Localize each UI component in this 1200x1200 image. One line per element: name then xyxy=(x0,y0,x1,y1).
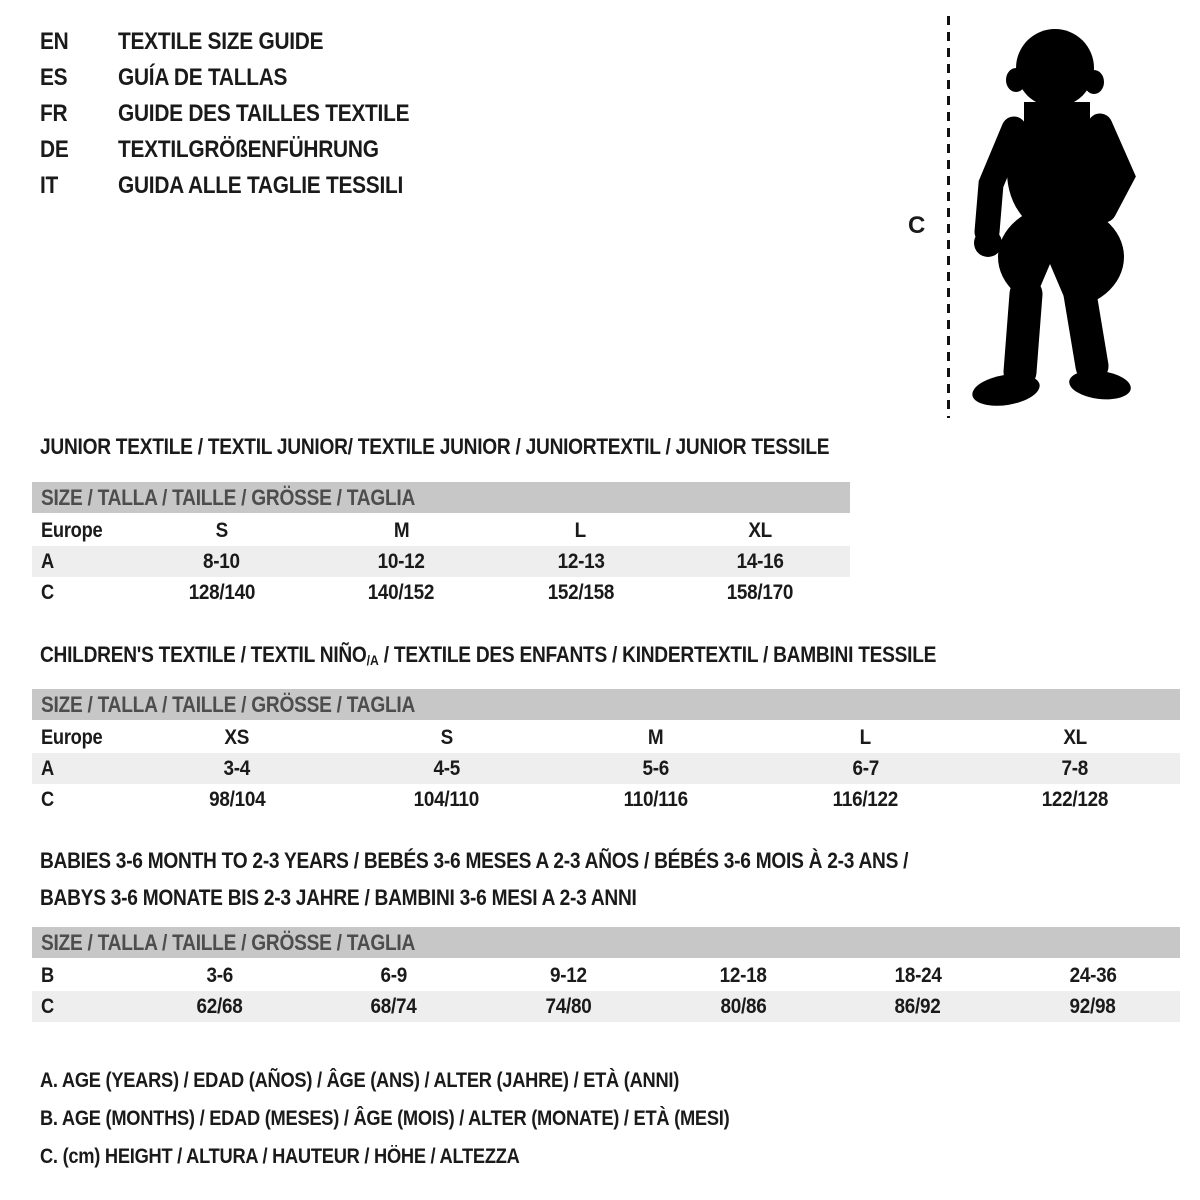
cell-value: 6-7 xyxy=(852,756,879,780)
section-title-babies-line1: BABIES 3-6 MONTH TO 2-3 YEARS / BEBÉS 3-6 MESES A 2-3 AÑOS / BÉBÉS 3-6 MOIS À 2-3 ANS / xyxy=(40,848,909,873)
cell-value: 3-4 xyxy=(223,756,251,780)
size-header-text: SIZE / TALLA / TAILLE / GRÖSSE / TAGLIA xyxy=(41,485,416,510)
lang-code-text: FR xyxy=(40,100,68,127)
cell-value: 24-36 xyxy=(1069,963,1117,987)
region-label-text: Europe xyxy=(41,518,103,542)
lang-label: GUIDE DES TAILLES TEXTILE xyxy=(118,100,410,127)
baby-silhouette-icon xyxy=(964,14,1136,421)
table-cell xyxy=(970,757,1180,781)
cell-value: 3-6 xyxy=(206,963,233,987)
children-size-table xyxy=(32,689,1180,815)
lang-row-en xyxy=(40,24,453,60)
cell-value: 86/92 xyxy=(895,994,941,1018)
table-cell xyxy=(491,581,671,605)
table-cell xyxy=(342,788,552,812)
column-header-text: M xyxy=(648,725,664,749)
lang-label: TEXTILGRÖßENFÜHRUNG xyxy=(118,136,379,163)
table-cell xyxy=(132,550,312,574)
column-header xyxy=(491,519,671,543)
section-title-children xyxy=(40,642,1070,668)
row-label xyxy=(32,550,132,574)
title-pre: CHILDREN'S TEXTILE / TEXTIL NIÑO xyxy=(40,642,367,667)
table-cell xyxy=(761,757,971,781)
legend-line-b-text: B. AGE (MONTHS) / EDAD (MESES) / ÂGE (MOIS) / ALTER (MONATE) / ETÀ (MESI) xyxy=(40,1107,730,1130)
section-title-junior xyxy=(40,434,947,460)
cell-value: 158/170 xyxy=(727,580,794,604)
lang-code xyxy=(40,136,118,164)
row-label xyxy=(32,788,132,812)
column-header-text: XL xyxy=(748,518,773,542)
row-label-text: B xyxy=(41,963,54,987)
table-cell xyxy=(656,995,831,1019)
cell-value: 122/128 xyxy=(1041,787,1109,811)
table-cell xyxy=(491,550,671,574)
table-cell xyxy=(132,995,307,1019)
title-subscript: /A xyxy=(366,652,379,668)
row-label xyxy=(32,519,132,543)
row-label-text: C xyxy=(41,787,54,811)
cell-value: 80/86 xyxy=(720,994,767,1018)
row-label-text: C xyxy=(41,580,54,604)
legend-line-a xyxy=(40,1062,832,1100)
cell-value: 62/68 xyxy=(196,994,243,1018)
cell-value: 6-9 xyxy=(380,963,408,987)
table-row-c xyxy=(32,577,850,608)
table-cell xyxy=(312,550,492,574)
junior-size-table xyxy=(32,482,850,608)
section-title-babies-line2: BABYS 3-6 MONATE BIS 2-3 JAHRE / BAMBINI 3-6 MESI A 2-3 ANNI xyxy=(40,885,637,910)
row-label xyxy=(32,757,132,781)
row-label-text: A xyxy=(41,756,54,780)
table-cell xyxy=(671,581,851,605)
table-cell xyxy=(481,995,656,1019)
row-label xyxy=(32,581,132,605)
column-header xyxy=(342,726,552,750)
row-label xyxy=(32,726,132,750)
column-header xyxy=(132,726,342,750)
lang-code-text: DE xyxy=(40,136,69,163)
cell-value: 68/74 xyxy=(371,994,417,1018)
table-cell xyxy=(132,964,307,988)
size-header-text: SIZE / TALLA / TAILLE / GRÖSSE / TAGLIA xyxy=(41,692,416,717)
table-cell xyxy=(1005,964,1180,988)
legend xyxy=(40,1062,832,1176)
row-label-text: C xyxy=(41,994,54,1018)
table-cell xyxy=(132,581,312,605)
table-row-columns xyxy=(32,515,850,546)
lang-code xyxy=(40,100,118,128)
cell-value: 140/152 xyxy=(368,580,435,604)
table-cell xyxy=(1005,995,1180,1019)
column-header xyxy=(671,519,851,543)
lang-label: GUÍA DE TALLAS xyxy=(118,64,288,91)
table-cell xyxy=(551,757,761,781)
cell-value: 92/98 xyxy=(1069,994,1116,1018)
table-cell xyxy=(671,550,851,574)
column-header-text: L xyxy=(575,518,587,542)
language-title-list xyxy=(40,24,453,204)
lang-code-text: EN xyxy=(40,28,69,55)
cell-value: 4-5 xyxy=(433,756,460,780)
cell-value: 18-24 xyxy=(894,963,942,987)
table-row-c xyxy=(32,784,1180,815)
babies-size-table xyxy=(32,927,1180,1022)
table-row-b xyxy=(32,960,1180,991)
row-label-text: A xyxy=(41,549,54,573)
legend-line-b xyxy=(40,1100,832,1138)
row-label xyxy=(32,995,132,1019)
cell-value: 7-8 xyxy=(1061,756,1089,780)
column-header-text: S xyxy=(440,725,453,749)
cell-value: 8-10 xyxy=(203,549,241,573)
table-cell xyxy=(970,788,1180,812)
cell-value: 14-16 xyxy=(736,549,784,573)
size-header-bar xyxy=(32,927,1180,958)
table-cell xyxy=(831,995,1006,1019)
cell-value: 116/122 xyxy=(832,787,899,811)
legend-line-c xyxy=(40,1138,832,1176)
table-cell xyxy=(656,964,831,988)
table-row-columns xyxy=(32,722,1180,753)
table-row-a xyxy=(32,546,850,577)
column-header-text: XS xyxy=(224,725,250,749)
table-cell xyxy=(481,964,656,988)
column-header-text: M xyxy=(393,518,409,542)
row-label xyxy=(32,964,132,988)
cell-value: 98/104 xyxy=(208,787,265,811)
size-header-bar xyxy=(32,689,1180,720)
region-label-text: Europe xyxy=(41,725,103,749)
lang-code-text: IT xyxy=(40,172,59,199)
table-cell xyxy=(132,757,342,781)
lang-code-text: ES xyxy=(40,64,68,91)
legend-line-c-text: C. (cm) HEIGHT / ALTURA / HAUTEUR / HÖHE / ALTEZZA xyxy=(40,1145,520,1168)
lang-code xyxy=(40,28,118,56)
table-cell xyxy=(551,788,761,812)
cell-value: 110/116 xyxy=(623,787,689,811)
section-title-babies xyxy=(40,842,1038,916)
table-cell xyxy=(312,581,492,605)
column-header xyxy=(761,726,971,750)
cell-value: 12-13 xyxy=(557,549,605,573)
cell-value: 10-12 xyxy=(377,549,425,573)
lang-row-es xyxy=(40,60,453,96)
column-header-text: L xyxy=(859,725,872,749)
table-row-c xyxy=(32,991,1180,1022)
lang-row-fr xyxy=(40,96,453,132)
lang-code xyxy=(40,172,118,200)
title-post: / TEXTILE DES ENFANTS / KINDERTEXTIL / BAMBINI TESSILE xyxy=(378,642,937,667)
cell-value: 74/80 xyxy=(545,994,592,1018)
table-row-a xyxy=(32,753,1180,784)
table-cell xyxy=(342,757,552,781)
cell-value: 9-12 xyxy=(550,963,588,987)
column-header xyxy=(551,726,761,750)
table-cell xyxy=(132,788,342,812)
table-cell xyxy=(307,964,482,988)
size-header-bar xyxy=(32,482,850,513)
table-cell xyxy=(307,995,482,1019)
measure-label-c: C xyxy=(908,212,926,239)
legend-line-a-text: A. AGE (YEARS) / EDAD (AÑOS) / ÂGE (ANS) / ALTER (JAHRE) / ETÀ (ANNI) xyxy=(40,1069,680,1092)
cell-value: 12-18 xyxy=(719,963,767,987)
table-cell xyxy=(831,964,1006,988)
column-header-text: XL xyxy=(1063,725,1087,749)
column-header xyxy=(132,519,312,543)
lang-row-it xyxy=(40,168,453,204)
cell-value: 152/158 xyxy=(547,580,614,604)
section-title-junior-text: JUNIOR TEXTILE / TEXTIL JUNIOR/ TEXTILE JUNIOR / JUNIORTEXTIL / JUNIOR TESSILE xyxy=(40,434,830,459)
lang-label: GUIDA ALLE TAGLIE TESSILI xyxy=(118,172,404,199)
cell-value: 128/140 xyxy=(188,580,255,604)
column-header-text: S xyxy=(215,518,228,542)
section-title-children-text xyxy=(40,642,936,668)
lang-label: TEXTILE SIZE GUIDE xyxy=(118,28,324,55)
cell-value: 5-6 xyxy=(642,756,670,780)
lang-row-de xyxy=(40,132,453,168)
height-dashed-line xyxy=(946,16,951,423)
table-cell xyxy=(761,788,971,812)
cell-value: 104/110 xyxy=(413,787,480,811)
column-header xyxy=(312,519,492,543)
column-header xyxy=(970,726,1180,750)
lang-code xyxy=(40,64,118,92)
size-header-text: SIZE / TALLA / TAILLE / GRÖSSE / TAGLIA xyxy=(41,930,416,955)
